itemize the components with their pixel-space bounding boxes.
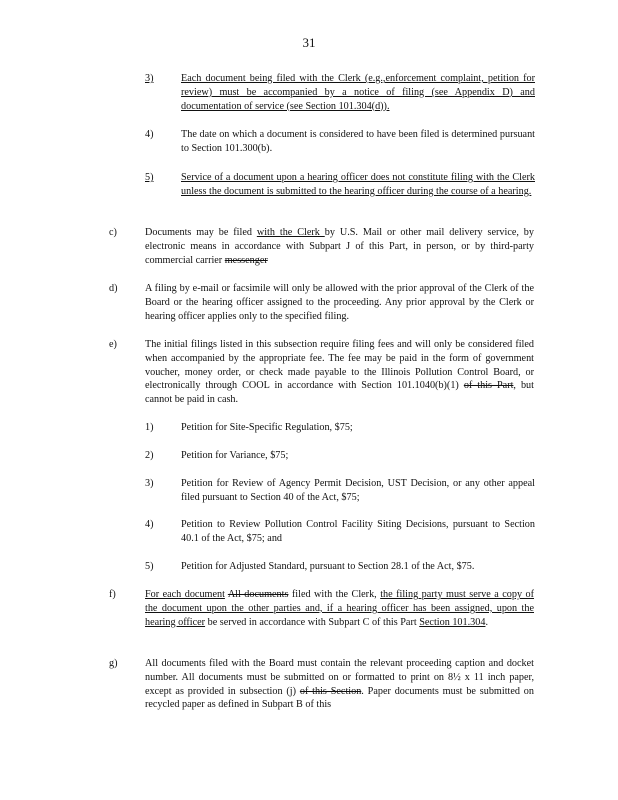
deleted-text: messenger [224,254,268,266]
subsection-label: 5) [145,172,154,183]
section-label: g) [109,658,118,669]
section-label: e) [109,339,117,350]
section-label: f) [109,589,116,600]
subsection-text: Each document being filed with the Clerk (e.g.,enforcement complaint, petition for review) must be accompanied by a notice of filing (see Appendix D) and documentation of service (see Section 101.304(d)). [181,73,535,112]
fee-text: Petition for Site-Specific Regulation, $75; [181,422,353,433]
fee-label: 3) [145,478,154,489]
fee-label: 2) [145,450,154,461]
inserted-text: For each document [145,589,225,600]
fee-text: Petition for Review of Agency Permit Decision, UST Decision, or any other appeal filed pursuant to Section 40 of the Act, $75; [181,478,535,503]
section-text [145,226,534,267]
deleted-text: of this Section [299,685,362,697]
fee-label: 4) [145,519,154,530]
text-run: The initial filings listed in this subsection require filing fees and will only be considered filed when accompanied by the appropriate fee. The fee may be paid in the form of government voucher, money order, or check made payable to the Illinois Pollution Control Board, or electronically through COOL in accordance with Section 101.1040(b)(1) [145,339,534,392]
fee-label: 5) [145,561,154,572]
text-run: filed with the Clerk, [288,589,381,600]
section-text [145,338,534,407]
fee-text: Petition for Adjusted Standard, pursuant to Section 28.1 of the Act, $75. [181,561,475,572]
section-label: d) [109,283,118,294]
text-run: Documents may be filed [145,227,257,238]
deleted-text: of this Part [463,380,514,392]
text-run: . Paper documents must be submitted on recycled paper as defined in Subpart B of this [145,685,534,711]
fee-label: 1) [145,422,154,433]
text-run: by U.S. Mail or other mail delivery service, by electronic means in accordance with Subpart J of this Part, in person, or by third-party commercial carrier [145,227,534,266]
subsection-label: 4) [145,129,154,140]
subsection-label: 3) [145,73,154,84]
inserted-text: with the Clerk [256,227,325,238]
inserted-text: Section 101.304 [419,616,486,628]
subsection-text: The date on which a document is considered to have been filed is determined pursuant to Section 101.300(b). [181,129,535,154]
section-text: A filing by e-mail or facsimile will only be allowed with the prior approval of the Clerk of the Board or the hearing officer assigned to the proceeding. Any prior approval by the Clerk or hearing officer applies only to the specified filing. [145,283,534,322]
section-text [145,657,534,712]
section-text: For each document All documents filed with the Clerk, the filing party must serve a copy of the document upon the other parties and, if a hearing officer has been assigned, upon the hearing officer be served in accordance with Subpart C of this Part Section 101.304. [145,589,535,628]
page-number: 31 [302,35,316,50]
deleted-text: All documents [227,589,289,600]
section-label: c) [109,227,117,238]
fee-text: Petition for Variance, $75; [181,450,289,461]
text-run: All documents filed with the Board must contain the relevant proceeding caption and docket number. All documents must be submitted on or formatted to print on 8½ x 11 inch paper, except as provided in subsection (j) [145,658,534,697]
subsection-text: Service of a document upon a hearing officer does not constitute filing with the Clerk unless the document is submitted to the hearing officer during the course of a hearing. [181,172,535,197]
text-run: , but cannot be paid in cash. [145,380,534,406]
inserted-text: the filing party must serve a copy of the document upon the other parties and, if a hearing officer has been assigned, upon the hearing officer [145,589,535,628]
fee-text: Petition to Review Pollution Control Facility Siting Decisions, pursuant to Section 40.1 of the Act, $75; and [181,519,535,544]
text-run: be served in accordance with Subpart C of this Part [205,616,420,628]
